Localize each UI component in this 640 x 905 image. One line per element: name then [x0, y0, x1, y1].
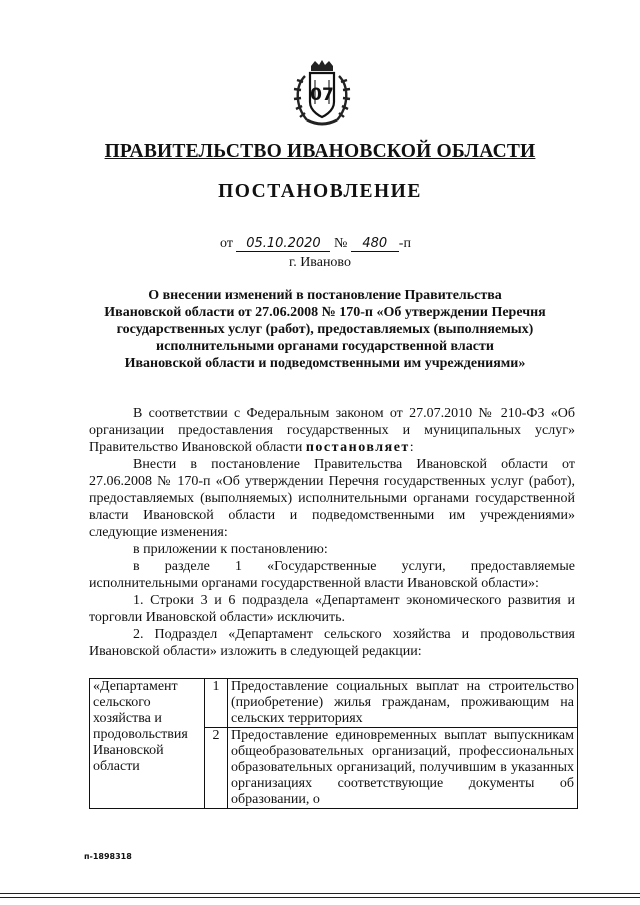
- paragraph: 1. Строки 3 и 6 подраздела «Департамент экономического развития и торговли Ивановской области» исключить.: [89, 593, 575, 625]
- document-title: [90, 287, 560, 372]
- row-number: 1: [205, 679, 228, 728]
- document-body: [89, 405, 575, 660]
- document-type: ПОСТАНОВЛЕНИЕ: [218, 181, 422, 202]
- emphasized-verb: постановляет: [305, 440, 410, 455]
- title-line: Ивановской области от 27.06.2008 № 170-п «Об утверждении Перечня: [104, 305, 546, 320]
- punctuation: :: [409, 440, 414, 455]
- svg-text:07: 07: [310, 85, 334, 105]
- paragraph: в приложении к постановлению:: [133, 542, 328, 557]
- date-prefix: от: [220, 236, 233, 251]
- number-suffix: -п: [398, 236, 411, 251]
- title-line: О внесении изменений в постановление Правительства: [148, 288, 502, 303]
- number-sign: №: [333, 236, 348, 251]
- coat-of-arms-icon: [291, 60, 353, 128]
- title-line: Ивановской области и подведомственными им учреждениями»: [124, 356, 526, 371]
- document-date: 05.10.2020: [236, 237, 330, 252]
- department-cell: «Департамент сельского хозяйства и продовольствия Ивановской области: [90, 679, 205, 809]
- government-name: ПРАВИТЕЛЬСТВО ИВАНОВСКОЙ ОБЛАСТИ: [104, 141, 536, 162]
- title-line: государственных услуг (работ), предоставляемых (выполняемых): [116, 322, 534, 337]
- service-cell: Предоставление социальных выплат на строительство (приобретение) жилья гражданам, проживающим на сельских территориях: [228, 679, 578, 728]
- paragraph-text: В соответствии с Федеральным законом от 27.07.2010 № 210-ФЗ «Об организации предоставления государственных и муниципальных услуг» Правительство Ивановской области: [89, 406, 575, 455]
- bottom-divider: [0, 893, 640, 894]
- paragraph: в разделе 1 «Государственные услуги, предоставляемые исполнительными органами государственной власти Ивановской области»:: [89, 559, 575, 591]
- paragraph: 2. Подраздел «Департамент сельского хозяйства и продовольствия Ивановской области» изложить в следующей редакции:: [89, 627, 575, 659]
- document-number: 480: [351, 237, 399, 252]
- table-row: [90, 679, 578, 728]
- city: г. Иваново: [289, 255, 351, 270]
- row-number: 2: [205, 728, 228, 809]
- service-cell: Предоставление единовременных выплат выпускникам общеобразовательных организаций, профессиональных образовательных организаций, получившим в указанных организациях соответствующие документы об образовании, о: [228, 728, 578, 809]
- bottom-divider: [0, 897, 640, 898]
- paragraph: [89, 405, 575, 456]
- date-number-line: [220, 236, 411, 252]
- paragraph: Внести в постановление Правительства Ивановской области от 27.06.2008 № 170-п «Об утверждении Перечня государственных услуг (работ), предоставляемых (выполняемых) исполнительными органами государственной власти Ивановской области и подведомственными им учреждениями» следующие изменения:: [89, 457, 575, 540]
- title-line: исполнительными органами государственной власти: [156, 339, 494, 354]
- footer-code: п-1898318: [84, 852, 132, 861]
- services-table: [89, 678, 578, 809]
